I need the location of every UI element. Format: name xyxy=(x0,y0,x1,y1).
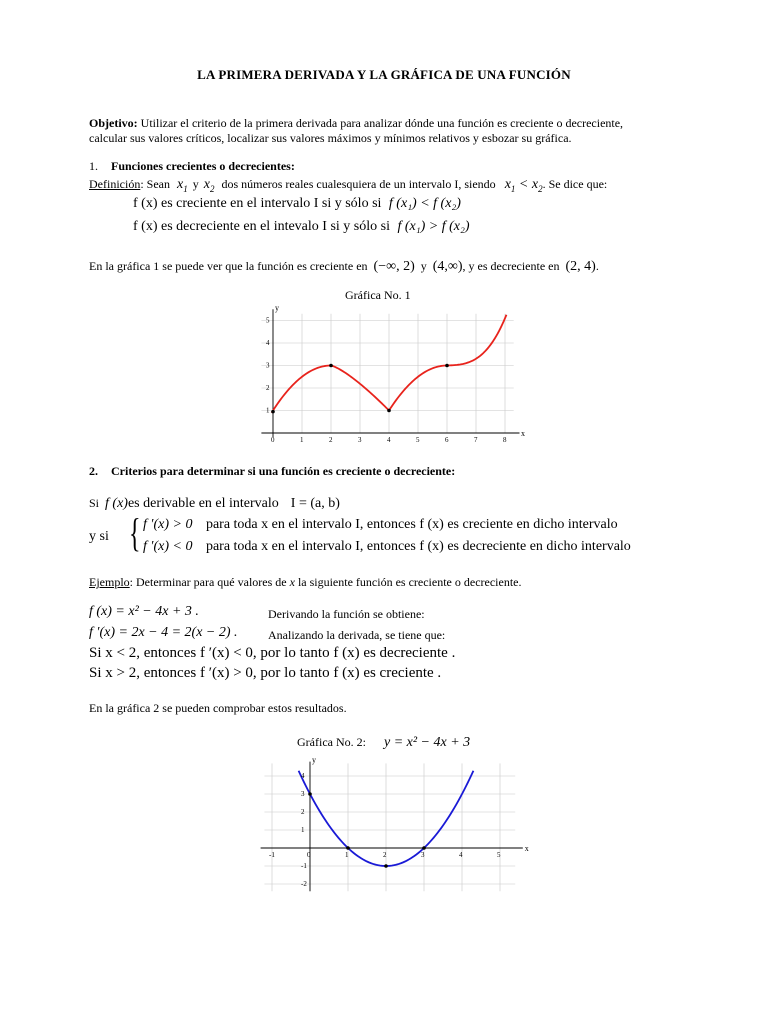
x-tick-label: 4 xyxy=(459,851,463,859)
y-tick-label: 2 xyxy=(266,384,270,392)
decreciente-text: f (x) es decreciente en el intevalo I si y sólo si xyxy=(133,219,390,234)
case-creciente: Si x > 2, entonces f ′(x) > 0, por lo tanto f (x) es creciente . xyxy=(89,665,442,681)
y-tick-label: 3 xyxy=(266,361,270,370)
x-tick-label: 1 xyxy=(300,436,304,444)
case-decreciente: Si x < 2, entonces f ′(x) < 0, por lo tanto f (x) es decreciente . xyxy=(89,645,456,661)
section-2-heading xyxy=(89,464,455,479)
x-tick-label: -1 xyxy=(269,851,275,859)
example-text-a: : Determinar para qué valores de xyxy=(129,575,287,589)
section-2-title: Criterios para determinar si una función es creciente o decreciente: xyxy=(111,464,456,478)
x1-lt-x2: $x_1 < x_2$ xyxy=(504,177,543,194)
definition-text-a: : Sean xyxy=(140,177,170,191)
origin-label: 0 xyxy=(271,436,275,444)
graph-2-point xyxy=(422,846,426,850)
y-axis-label: y xyxy=(275,303,279,313)
interval-1: (−∞, 2) xyxy=(373,259,415,274)
section-2-number: 2. xyxy=(89,464,98,478)
graph-1-note-b: , y es decreciente en xyxy=(462,259,560,273)
example-var: x xyxy=(289,575,295,589)
si-word: Si xyxy=(89,496,100,510)
creciente-definition xyxy=(133,196,461,212)
x-axis-label: x xyxy=(520,429,525,438)
criteria-brace: { xyxy=(129,510,141,555)
y-tick-label: 4 xyxy=(301,772,305,780)
function-definition: f (x) = x² − 4x + 3 . xyxy=(89,604,199,619)
derivative-note: Analizando la derivada, se tiene que: xyxy=(268,628,446,642)
creciente-condition: f (x₁) < f (x₂) xyxy=(388,196,461,211)
y-tick-label: 2 xyxy=(301,808,305,816)
decreciente-condition: f (x₁) > f (x₂) xyxy=(397,219,470,234)
criterion-1-condition: f ′(x) > 0 xyxy=(143,517,193,532)
var-x2: $x_2$ xyxy=(203,177,215,194)
objective-paragraph xyxy=(89,116,623,131)
criteria-intro xyxy=(89,494,340,512)
y-si: y si xyxy=(89,529,109,544)
interval-3: (2, 4) xyxy=(565,259,596,274)
y-tick-label: -1 xyxy=(301,862,307,870)
y-tick-label: 1 xyxy=(266,406,270,415)
y-tick-label: 5 xyxy=(266,316,270,325)
criterion-2-condition: f ′(x) < 0 xyxy=(143,539,193,554)
graph-2-point xyxy=(384,864,388,868)
graph-1 xyxy=(255,300,525,444)
graph-2-labels xyxy=(269,756,529,889)
x-tick-label: 2 xyxy=(383,851,387,859)
example-label: Ejemplo xyxy=(89,575,130,589)
section-1-number: 1. xyxy=(89,159,98,173)
si-rest: es derivable en el intervalo xyxy=(127,496,279,511)
y-tick-label: 1 xyxy=(301,826,305,834)
graph-1-point xyxy=(387,409,391,413)
criterion-1-text: para toda x en el intervalo I, entonces f (x) es creciente en dicho intervalo xyxy=(205,517,618,532)
example-text-b: la siguiente función es creciente o decreciente. xyxy=(297,575,522,589)
y-tick-label: -2 xyxy=(301,880,307,888)
x-tick-label: 3 xyxy=(421,851,425,859)
and-word: y xyxy=(420,259,427,273)
x-axis-label: x xyxy=(524,844,529,853)
function-note: Derivando la función se obtiene: xyxy=(268,607,425,621)
graph-2-axes xyxy=(261,762,523,892)
derivative-definition: f ′(x) = 2x − 4 = 2(x − 2) . xyxy=(89,625,238,640)
x-tick-label: 5 xyxy=(497,851,501,859)
creciente-text: f (x) es creciente en el intervalo I si y sólo si xyxy=(133,196,382,211)
graph-1-point xyxy=(445,364,449,368)
interval-2: (4,∞) xyxy=(432,259,463,274)
criterion-2 xyxy=(143,539,631,555)
graph-1-caption: Gráfica No. 1 xyxy=(345,288,411,302)
definition-text-c: . Se dice que: xyxy=(542,177,608,191)
var-x1: $x_1$ xyxy=(177,177,188,194)
page-title: LA PRIMERA DERIVADA Y LA GRÁFICA DE UNA FUNCIÓN xyxy=(197,67,571,82)
decreciente-definition xyxy=(133,219,470,235)
objective-line-2: calcular sus valores críticos, localizar sus valores máximos y mínimos relativos y esbozar su gráfica. xyxy=(89,131,572,145)
x-tick-label: 4 xyxy=(387,436,391,444)
graph-1-point xyxy=(329,364,333,368)
si-function: f (x) xyxy=(105,496,128,511)
graph-1-note-a: En la gráfica 1 se puede ver que la función es creciente en xyxy=(89,259,368,273)
x-tick-label: 7 xyxy=(474,436,478,444)
graph-2-point xyxy=(308,792,312,796)
x-tick-label: 8 xyxy=(503,436,507,444)
definition-line: Definición: Sean $x_1$ y $x_2$ dos números reales cualesquiera de un intervalo I, siendo $x_1 < x_2$. Se dice que: xyxy=(89,177,608,194)
objective-label: Objetivo: xyxy=(89,116,138,130)
example-line xyxy=(89,575,522,590)
y-tick-label: 3 xyxy=(301,790,305,798)
graph-1-note-c: . xyxy=(595,259,599,273)
y-tick-label: 4 xyxy=(266,339,270,347)
definition-text-b: dos números reales cualesquiera de un intervalo I, siendo xyxy=(221,177,496,191)
x-tick-label: 5 xyxy=(416,436,420,444)
x-tick-label: 6 xyxy=(445,436,449,444)
definition-label: Definición xyxy=(89,177,141,191)
graph-1-axes xyxy=(261,309,519,437)
graph-2-note: En la gráfica 2 se pueden comprobar estos resultados. xyxy=(89,701,347,715)
graph-2-equation: y = x² − 4x + 3 xyxy=(383,735,471,750)
graph-1-point xyxy=(271,410,275,414)
graph-2-point xyxy=(346,846,350,850)
graph-2 xyxy=(255,748,529,890)
section-1-title: Funciones crecientes o decrecientes: xyxy=(111,159,295,173)
objective-line-1: Utilizar el criterio de la primera derivada para analizar dónde una función es creciente o decreciente, xyxy=(137,116,624,130)
criterion-1 xyxy=(143,517,618,533)
criterion-2-text: para toda x en el intervalo I, entonces f (x) es decreciente en dicho intervalo xyxy=(205,539,631,554)
y-axis-label: y xyxy=(312,755,316,765)
graph-1-grid xyxy=(261,314,513,433)
graph-1-note xyxy=(89,259,599,274)
origin-label: 0 xyxy=(307,851,311,859)
section-1-heading xyxy=(89,159,295,174)
graph-2-caption: Gráfica No. 2: xyxy=(297,735,366,749)
x-tick-label: 3 xyxy=(358,436,362,444)
x-tick-label: 1 xyxy=(345,851,349,859)
x-tick-label: 2 xyxy=(329,436,333,444)
si-interval: I = (a, b) xyxy=(290,496,340,511)
